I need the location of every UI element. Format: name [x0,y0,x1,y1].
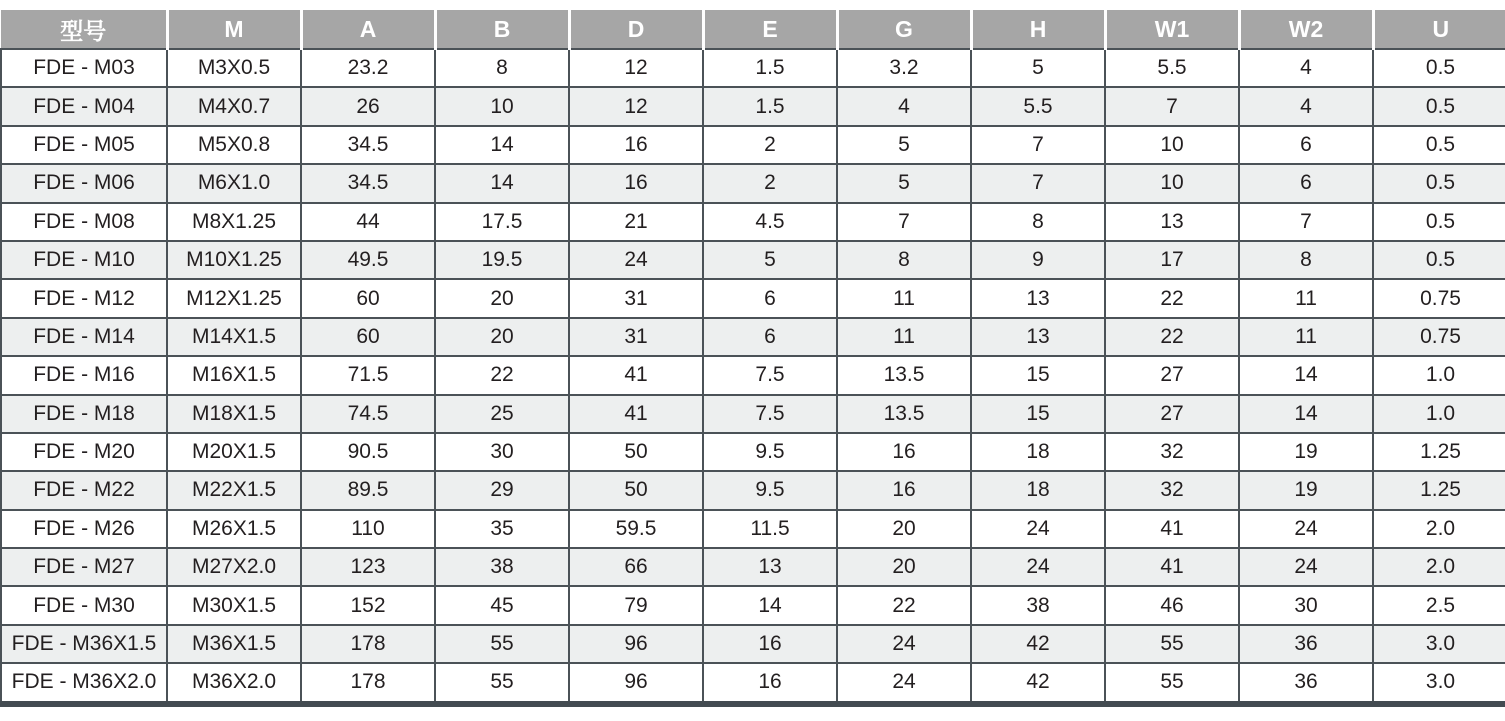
table-cell: 20 [837,548,971,586]
table-cell: 2.0 [1373,548,1505,586]
table-cell: 7.5 [703,395,837,433]
table-cell: 14 [1239,356,1373,394]
table-cell: 31 [569,318,703,356]
table-cell: 26 [301,87,435,125]
table-cell: 49.5 [301,241,435,279]
column-header-10: U [1373,10,1505,49]
column-header-7: H [971,10,1105,49]
table-cell: 4 [1239,49,1373,87]
column-header-8: W1 [1105,10,1239,49]
table-cell: 38 [435,548,569,586]
table-cell: 96 [569,663,703,700]
table-cell: 178 [301,663,435,700]
table-cell: 79 [569,586,703,624]
table-cell: FDE - M30 [1,586,167,624]
table-cell: 50 [569,471,703,509]
table-cell: 2 [703,164,837,202]
table-cell: FDE - M20 [1,433,167,471]
table-cell: 18 [971,433,1105,471]
table-cell: M26X1.5 [167,510,301,548]
table-cell: 14 [435,126,569,164]
table-cell: M22X1.5 [167,471,301,509]
table-cell: 7 [971,164,1105,202]
table-cell: 22 [1105,318,1239,356]
table-cell: 35 [435,510,569,548]
table-row [1,395,1505,433]
table-cell: 22 [837,586,971,624]
table-cell: 24 [971,548,1105,586]
table-cell: 19.5 [435,241,569,279]
column-header-3: B [435,10,569,49]
table-cell: 20 [435,318,569,356]
table-cell: 31 [569,279,703,317]
column-header-2: A [301,10,435,49]
table-cell: FDE - M14 [1,318,167,356]
table-cell: 13 [971,279,1105,317]
column-header-6: G [837,10,971,49]
table-cell: 55 [1105,663,1239,700]
table-cell: 1.25 [1373,433,1505,471]
table-cell: 59.5 [569,510,703,548]
table-cell: 14 [1239,395,1373,433]
table-cell: 24 [1239,548,1373,586]
table-cell: 0.5 [1373,87,1505,125]
table-row [1,471,1505,509]
table-cell: 29 [435,471,569,509]
table-cell: 32 [1105,471,1239,509]
table-cell: FDE - M27 [1,548,167,586]
table-cell: 66 [569,548,703,586]
table-cell: 5.5 [971,87,1105,125]
table-cell: 15 [971,356,1105,394]
table-cell: 10 [1105,126,1239,164]
table-cell: 7 [971,126,1105,164]
table-cell: FDE - M22 [1,471,167,509]
table-cell: 71.5 [301,356,435,394]
table-cell: 1.0 [1373,356,1505,394]
table-cell: 12 [569,49,703,87]
table-cell: 0.75 [1373,318,1505,356]
table-cell: 16 [569,164,703,202]
table-header-row [1,10,1505,49]
table-cell: 5.5 [1105,49,1239,87]
table-cell: FDE - M26 [1,510,167,548]
table-cell: M12X1.25 [167,279,301,317]
table-cell: 32 [1105,433,1239,471]
table-cell: 90.5 [301,433,435,471]
table-cell: 46 [1105,586,1239,624]
table-row [1,433,1505,471]
dimension-spec-table [0,10,1505,701]
table-cell: 13 [703,548,837,586]
table-cell: 7 [1239,203,1373,241]
table-cell: 20 [837,510,971,548]
table-cell: M36X2.0 [167,663,301,700]
table-cell: 41 [1105,510,1239,548]
table-cell: FDE - M10 [1,241,167,279]
table-cell: 6 [703,279,837,317]
table-cell: 0.5 [1373,126,1505,164]
table-cell: 0.5 [1373,164,1505,202]
table-cell: 5 [837,164,971,202]
table-cell: 5 [837,126,971,164]
table-cell: 24 [837,625,971,663]
table-cell: 50 [569,433,703,471]
table-cell: 7 [1105,87,1239,125]
table-cell: 0.5 [1373,49,1505,87]
table-cell: M10X1.25 [167,241,301,279]
table-row [1,279,1505,317]
table-cell: 55 [435,663,569,700]
table-cell: 34.5 [301,126,435,164]
table-cell: FDE - M36X2.0 [1,663,167,700]
table-cell: 1.0 [1373,395,1505,433]
table-cell: 0.75 [1373,279,1505,317]
table-cell: 5 [971,49,1105,87]
table-cell: 10 [435,87,569,125]
table-cell: M4X0.7 [167,87,301,125]
table-row [1,318,1505,356]
table-cell: 14 [703,586,837,624]
table-cell: 60 [301,318,435,356]
table-cell: 3.2 [837,49,971,87]
table-cell: 30 [435,433,569,471]
table-cell: 178 [301,625,435,663]
table-cell: M5X0.8 [167,126,301,164]
table-cell: 24 [1239,510,1373,548]
table-row [1,510,1505,548]
table-cell: 2.5 [1373,586,1505,624]
column-header-5: E [703,10,837,49]
table-cell: 0.5 [1373,241,1505,279]
table-cell: 22 [435,356,569,394]
table-cell: 19 [1239,471,1373,509]
table-row [1,203,1505,241]
table-cell: 152 [301,586,435,624]
table-cell: FDE - M16 [1,356,167,394]
table-cell: FDE - M12 [1,279,167,317]
table-cell: 7 [837,203,971,241]
table-cell: 55 [1105,625,1239,663]
table-cell: 8 [1239,241,1373,279]
table-cell: 9.5 [703,471,837,509]
table-cell: 17.5 [435,203,569,241]
table-cell: 11 [837,279,971,317]
table-cell: 96 [569,625,703,663]
table-cell: 1.5 [703,49,837,87]
table-cell: 2.0 [1373,510,1505,548]
table-cell: 19 [1239,433,1373,471]
table-cell: 20 [435,279,569,317]
table-cell: FDE - M04 [1,87,167,125]
table-cell: 2 [703,126,837,164]
table-cell: 13.5 [837,395,971,433]
column-header-1: M [167,10,301,49]
table-cell: 3.0 [1373,663,1505,700]
table-cell: FDE - M03 [1,49,167,87]
table-cell: 11.5 [703,510,837,548]
table-cell: M14X1.5 [167,318,301,356]
table-cell: 16 [569,126,703,164]
table-row [1,586,1505,624]
table-cell: M16X1.5 [167,356,301,394]
column-header-9: W2 [1239,10,1373,49]
table-cell: 55 [435,625,569,663]
table-body [1,49,1505,701]
table-cell: FDE - M36X1.5 [1,625,167,663]
table-cell: 13 [971,318,1105,356]
table-cell: 1.25 [1373,471,1505,509]
table-row [1,356,1505,394]
table-cell: 22 [1105,279,1239,317]
table-cell: 74.5 [301,395,435,433]
table-cell: 11 [837,318,971,356]
table-cell: 13 [1105,203,1239,241]
table-cell: M20X1.5 [167,433,301,471]
table-cell: FDE - M05 [1,126,167,164]
table-cell: 6 [1239,126,1373,164]
table-row [1,87,1505,125]
table-cell: 16 [837,433,971,471]
table-cell: 38 [971,586,1105,624]
table-cell: M18X1.5 [167,395,301,433]
table-cell: 110 [301,510,435,548]
table-row [1,548,1505,586]
table-row [1,663,1505,700]
table-cell: 89.5 [301,471,435,509]
table-cell: 12 [569,87,703,125]
table-cell: 45 [435,586,569,624]
table-cell: 41 [569,356,703,394]
table-row [1,49,1505,87]
table-cell: 44 [301,203,435,241]
table-row [1,164,1505,202]
column-header-4: D [569,10,703,49]
table-cell: 14 [435,164,569,202]
table-cell: 123 [301,548,435,586]
table-cell: 42 [971,663,1105,700]
table-cell: 8 [435,49,569,87]
table-cell: M30X1.5 [167,586,301,624]
column-header-0: 型号 [1,10,167,49]
table-cell: M8X1.25 [167,203,301,241]
table-cell: 41 [1105,548,1239,586]
table-cell: 34.5 [301,164,435,202]
table-cell: 9.5 [703,433,837,471]
table-cell: 4 [837,87,971,125]
table-cell: 24 [971,510,1105,548]
table-cell: 15 [971,395,1105,433]
table-cell: M27X2.0 [167,548,301,586]
table-cell: 41 [569,395,703,433]
table-cell: 7.5 [703,356,837,394]
table-cell: 42 [971,625,1105,663]
table-cell: 0.5 [1373,203,1505,241]
table-cell: 27 [1105,356,1239,394]
table-cell: M6X1.0 [167,164,301,202]
table-cell: 1.5 [703,87,837,125]
table-cell: 17 [1105,241,1239,279]
table-cell: 10 [1105,164,1239,202]
table-cell: 6 [703,318,837,356]
table-cell: 3.0 [1373,625,1505,663]
table-cell: 8 [971,203,1105,241]
table-cell: 18 [971,471,1105,509]
table-row [1,126,1505,164]
table-cell: 27 [1105,395,1239,433]
table-cell: 4.5 [703,203,837,241]
table-cell: 16 [837,471,971,509]
table-cell: 36 [1239,625,1373,663]
table-cell: M3X0.5 [167,49,301,87]
table-cell: 16 [703,625,837,663]
table-cell: FDE - M18 [1,395,167,433]
table-cell: 25 [435,395,569,433]
table-cell: 9 [971,241,1105,279]
table-cell: 16 [703,663,837,700]
table-cell: 21 [569,203,703,241]
table-cell: M36X1.5 [167,625,301,663]
table-cell: 24 [569,241,703,279]
table-cell: 11 [1239,279,1373,317]
table-row [1,241,1505,279]
table-cell: 36 [1239,663,1373,700]
table-cell: 8 [837,241,971,279]
table-cell: 6 [1239,164,1373,202]
table-row [1,625,1505,663]
table-cell: 23.2 [301,49,435,87]
table-cell: 24 [837,663,971,700]
table-cell: 11 [1239,318,1373,356]
table-bottom-rule [0,701,1505,707]
table-cell: 60 [301,279,435,317]
table-cell: FDE - M08 [1,203,167,241]
table-cell: 4 [1239,87,1373,125]
table-cell: FDE - M06 [1,164,167,202]
table-cell: 30 [1239,586,1373,624]
table-cell: 5 [703,241,837,279]
table-cell: 13.5 [837,356,971,394]
